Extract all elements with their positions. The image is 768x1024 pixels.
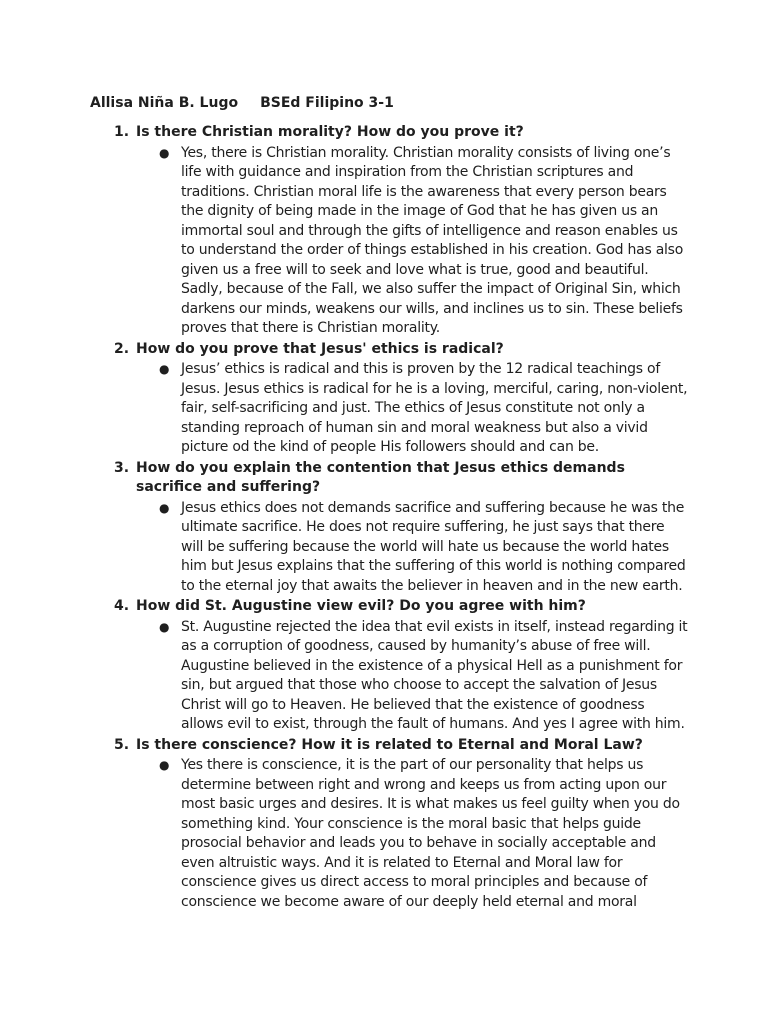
answer-bullet [90,618,690,735]
question-text: How do you explain the contention that Jesus ethics demands sacrifice and suffering? [136,459,625,495]
question-number: 3. [114,459,130,476]
list-item [90,597,690,735]
course-section: BSEd Filipino 3-1 [260,95,394,111]
answer-text: Jesus’ ethics is radical and this is proven by the 12 radical teachings of Jesus. Jesus ethics is radical for he is a loving, merciful, caring, non-violent, fair, self-sacrificing and just. The ethics of Jesus constitute not only a standing reproach of human sin and moral weakness but also a vivid picture od the kind of people His followers should and can be. [181,361,688,455]
bullet-icon: ● [159,145,170,160]
question-text: How did St. Augustine view evil? Do you agree with him? [136,598,586,614]
question-heading [90,597,690,617]
question-text: Is there conscience? How it is related to Eternal and Moral Law? [136,736,643,753]
question-list [90,123,690,913]
list-item [90,736,690,913]
bullet-icon: ● [159,362,170,376]
bullet-icon: ● [159,758,170,772]
list-item [90,459,690,597]
answer-bullet [90,499,690,597]
bullet-icon: ● [159,500,170,515]
answer-bullet [90,756,690,912]
document-header [90,94,394,114]
answer-text: Jesus ethics does not demands sacrifice and suffering because he was the ultimate sacrifice. He does not require suffering, he just says that there will be suffering because the world will hate us because the world hates him but Jesus explains that the suffering of this world is nothing compared to the eternal joy that awaits the believer in heaven and in the new earth. [181,499,686,594]
answer-bullet [90,144,690,339]
question-heading [90,736,690,756]
question-heading [90,340,690,360]
question-number: 5. [114,736,130,753]
list-item [90,123,690,339]
author-name: Allisa Niña B. Lugo [90,95,239,111]
answer-bullet [90,360,690,458]
question-heading [90,123,690,143]
question-text: Is there Christian morality? How do you prove it? [136,124,524,140]
question-number: 4. [114,598,130,614]
list-item [90,340,690,458]
answer-text: Yes, there is Christian morality. Christian morality consists of living one’s life with guidance and inspiration from the Christian scriptures and traditions. Christian moral life is the awareness that every person bears the dignity of being made in the image of God that he has given us an immortal soul and through the gifts of intelligence and reason enables us to understand the order of things established in his creation. God has also given us a free will to seek and love what is true, good and beautiful. Sadly, because of the Fall, we also suffer the impact of Original Sin, which darkens our minds, weakens our wills, and inclines us to sin. These beliefs proves that there is Christian morality. [181,144,684,336]
question-heading [90,459,690,498]
answer-text: St. Augustine rejected the idea that evil exists in itself, instead regarding it as a corruption of goodness, caused by humanity’s abuse of free will. Augustine believed in the existence of a physical Hell as a punishment for sin, but argued that those who choose to accept the salvation of Jesus Christ will go to Heaven. He believed that the existence of goodness allows evil to exist, through the fault of humans. And yes I agree with him. [181,618,688,732]
question-text: How do you prove that Jesus' ethics is radical? [136,340,504,357]
question-number: 2. [114,340,130,357]
question-number: 1. [114,124,130,140]
bullet-icon: ● [159,619,170,634]
answer-text: Yes there is conscience, it is the part of our personality that helps us determine between right and wrong and keeps us from acting upon our most basic urges and desires. It is what makes us feel guilty when you do something kind. Your conscience is the moral basic that helps guide prosocial behavior and leads you to behave in socially acceptable and even altruistic ways. And it is related to Eternal and Moral law for conscience gives us direct access to moral principles and because of conscience we become aware of our deeply held eternal and moral [181,757,680,910]
